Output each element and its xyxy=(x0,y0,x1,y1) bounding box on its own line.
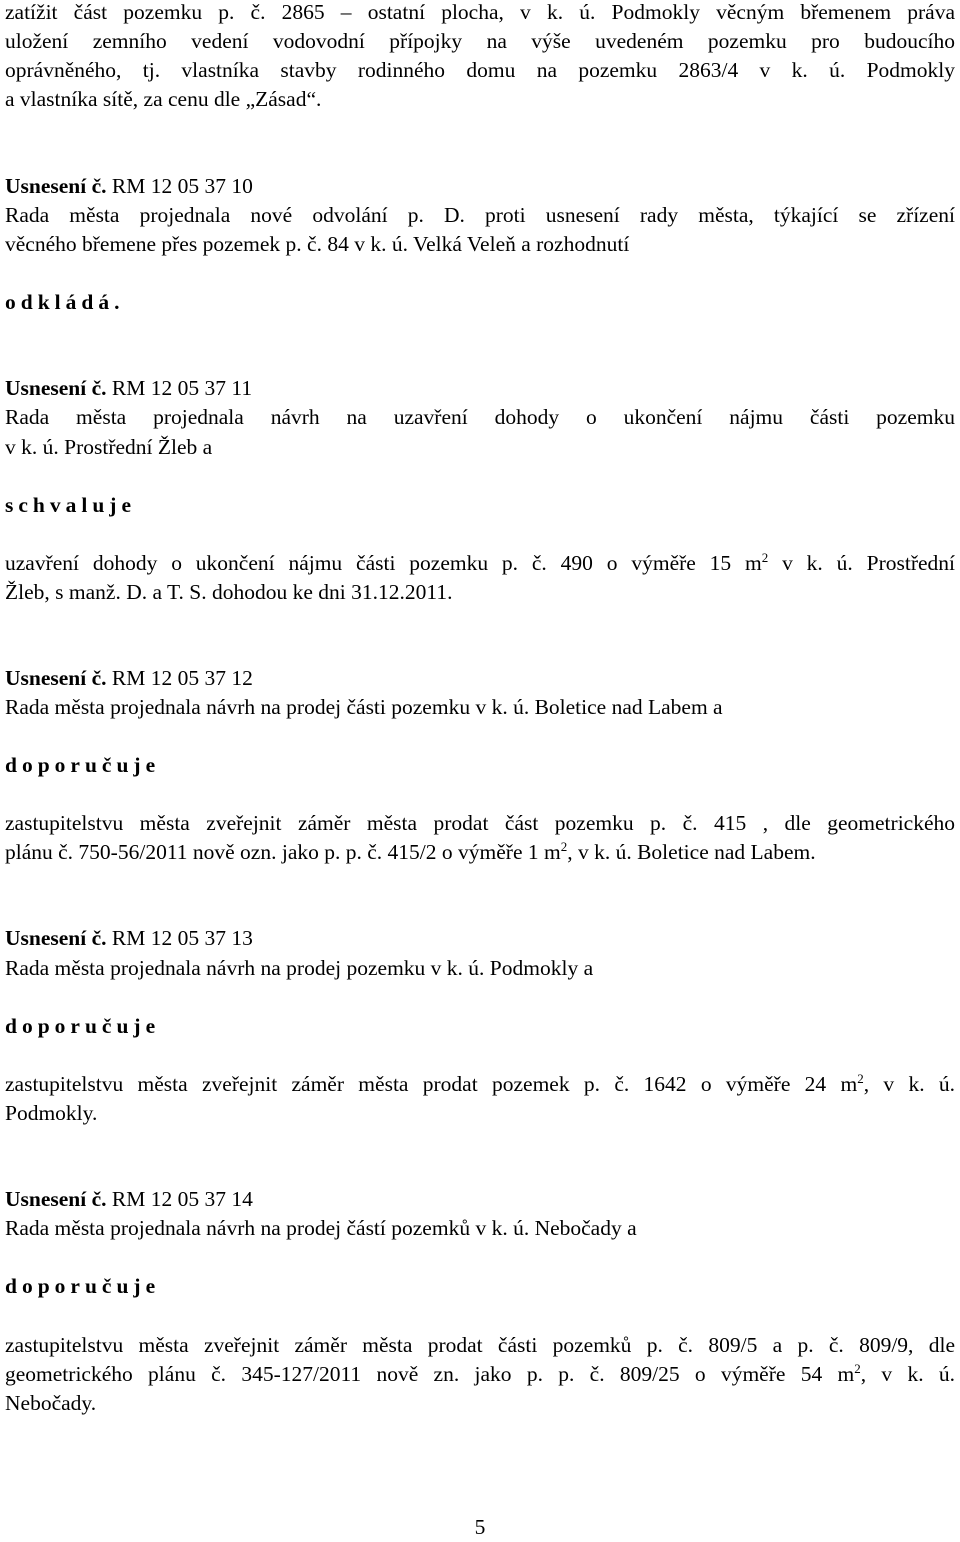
resolution-11-text-1-b: v k. ú. Prostřední xyxy=(768,551,955,575)
resolution-11-heading xyxy=(5,373,955,403)
resolution-12-heading-label: Usnesení č. xyxy=(5,666,107,690)
resolution-11-text-1-sup: 2 xyxy=(761,550,769,565)
resolution-12-line-1: Rada města projednala návrh na prodej části pozemku v k. ú. Boletice nad Labem a xyxy=(5,695,723,719)
resolution-10-line-2: věcného břemene přes pozemek p. č. 84 v k. ú. Velká Veleň a rozhodnutí xyxy=(5,232,630,256)
resolution-12-decision: doporučuje xyxy=(5,753,161,777)
resolution-13-heading-label: Usnesení č. xyxy=(5,926,107,950)
resolution-12-text-2 xyxy=(5,837,955,867)
resolution-13-line-1: Rada města projednala návrh na prodej pozemku v k. ú. Podmokly a xyxy=(5,956,594,980)
intro-line-1: zatížit část pozemku p. č. 2865 – ostatní plocha, v k. ú. Podmokly věcným břemenem práva xyxy=(5,0,955,24)
resolution-14-heading-label: Usnesení č. xyxy=(5,1187,107,1211)
resolution-11-heading-number: RM 12 05 37 11 xyxy=(106,376,253,400)
resolution-14-decision: doporučuje xyxy=(5,1274,161,1298)
resolution-12-heading xyxy=(5,663,955,693)
resolution-12-text-2-b: , v k. ú. Boletice nad Labem. xyxy=(567,840,816,864)
resolution-14-text-2-sup: 2 xyxy=(854,1361,861,1376)
page-number: 5 xyxy=(474,1515,486,1539)
resolution-12-heading-number: RM 12 05 37 12 xyxy=(106,666,253,690)
resolution-14-text-3: Nebočady. xyxy=(5,1391,97,1415)
resolution-11-text-1 xyxy=(5,548,955,578)
resolution-12-text-2-a: plánu č. 750-56/2011 nově ozn. jako p. p. č. 415/2 o výměře 1 m xyxy=(5,840,561,864)
resolution-14-text-2 xyxy=(5,1359,955,1389)
resolution-11-decision: schvaluje xyxy=(5,493,136,517)
resolution-13-decision: doporučuje xyxy=(5,1014,161,1038)
resolution-10-heading-label: Usnesení č. xyxy=(5,174,107,198)
resolution-14-heading-number: RM 12 05 37 14 xyxy=(106,1187,253,1211)
resolution-10-heading-number: RM 12 05 37 10 xyxy=(106,174,253,198)
resolution-13-text-1-sup: 2 xyxy=(857,1071,864,1086)
resolution-13-text-1 xyxy=(5,1069,955,1099)
resolution-13-text-1-b: , v k. ú. xyxy=(863,1072,956,1096)
resolution-11-text-1-a: uzavření dohody o ukončení nájmu části pozemku p. č. 490 o výměře 15 m xyxy=(5,551,762,575)
resolution-12-text-1: zastupitelstvu města zveřejnit záměr města prodat část pozemku p. č. 415 , dle geometrického xyxy=(5,811,955,835)
resolution-14-text-1: zastupitelstvu města zveřejnit záměr města prodat části pozemků p. č. 809/5 a p. č. 809/9, dle xyxy=(5,1333,955,1357)
resolution-11-line-1: Rada města projednala návrh na uzavření dohody o ukončení nájmu části pozemku xyxy=(5,405,955,429)
resolution-14-heading xyxy=(5,1184,955,1214)
intro-line-3: oprávněného, tj. vlastníka stavby rodinného domu na pozemku 2863/4 v k. ú. Podmokly xyxy=(5,58,955,82)
resolution-14-text-2-b: , v k. ú. xyxy=(860,1362,955,1386)
resolution-10-line-1: Rada města projednala nové odvolání p. D. proti usnesení rady města, týkající se zřízení xyxy=(5,203,955,227)
resolution-12-text-2-sup: 2 xyxy=(560,839,568,854)
resolution-11-heading-label: Usnesení č. xyxy=(5,376,107,400)
resolution-13-text-1-a: zastupitelstvu města zveřejnit záměr města prodat pozemek p. č. 1642 o výměře 24 m xyxy=(5,1072,858,1096)
intro-line-4: a vlastníka sítě, za cenu dle „Zásad“. xyxy=(5,87,322,111)
resolution-10-heading xyxy=(5,171,955,201)
resolution-14-line-1: Rada města projednala návrh na prodej částí pozemků v k. ú. Nebočady a xyxy=(5,1216,637,1240)
intro-line-2: uložení zemního vedení vodovodní přípojky na výše uvedeném pozemku pro budoucího xyxy=(5,29,955,53)
resolution-13-heading-number: RM 12 05 37 13 xyxy=(106,926,253,950)
resolution-10-decision: odkládá. xyxy=(5,290,125,314)
document-page xyxy=(5,0,955,1537)
resolution-13-heading xyxy=(5,923,955,953)
resolution-11-text-2: Žleb, s manž. D. a T. S. dohodou ke dni 31.12.2011. xyxy=(5,580,453,604)
resolution-13-text-2: Podmokly. xyxy=(5,1101,98,1125)
resolution-11-line-2: v k. ú. Prostřední Žleb a xyxy=(5,435,213,459)
resolution-14-text-2-a: geometrického plánu č. 345-127/2011 nově zn. jako p. p. č. 809/25 o výměře 54 m xyxy=(5,1362,855,1386)
